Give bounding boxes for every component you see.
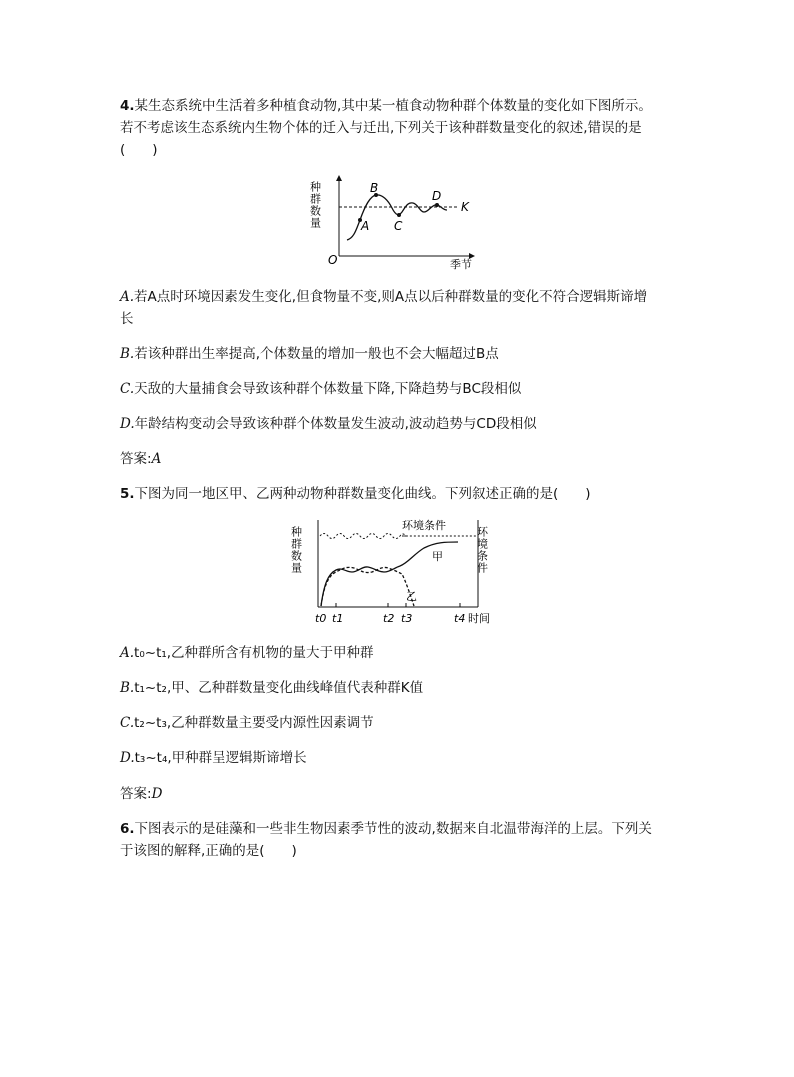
q4-option-c-text: 天敌的大量捕食会导致该种群个体数量下降,下降趋势与BC段相似: [134, 381, 522, 397]
q4-point-b: B: [370, 181, 379, 195]
q5-tick-t4: t4: [454, 612, 466, 625]
q5-tick-t2: t2: [383, 612, 395, 625]
q4-option-b-letter: B.: [120, 346, 135, 362]
q4-stem-text1: 某生态系统中生活着多种植食动物,其中某一植食动物种群个体数量的变化如下图所示。: [134, 98, 652, 114]
q4-origin: O: [328, 253, 338, 267]
q5-option-a-text: t₀~t₁,乙种群所含有机物的量大于甲种群: [134, 645, 374, 661]
q5-stem-text: 下图为同一地区甲、乙两种动物种群数量变化曲线。下列叙述正确的是( ): [134, 486, 591, 502]
q6-number: 6.: [120, 821, 135, 837]
q4-stem-line1: [120, 97, 652, 115]
q5-option-c-letter: C.: [120, 715, 135, 731]
q4-point-a: A: [361, 219, 370, 233]
q4-option-b-text: 若该种群出生率提高,个体数量的增加一般也不会大幅超过B点: [134, 346, 499, 362]
q5-tick-t0: t0: [315, 612, 327, 625]
q5-ylabel-left: 种群数量: [289, 526, 303, 574]
q5-series-jia-label: 甲: [432, 550, 443, 563]
q4-option-a-text: 若A点时环境因素发生变化,但食物量不变,则A点以后种群数量的变化不符合逻辑斯谛增: [134, 289, 648, 305]
q4-option-a-cont: 长: [120, 311, 134, 327]
q5-tick-t1: t1: [332, 612, 344, 625]
q5-answer: [120, 785, 162, 803]
q4-xlabel: 季节: [450, 258, 472, 271]
q5-series-yi-curve: [321, 567, 414, 606]
q5-population-figure: [290, 514, 500, 630]
q5-number: 5.: [120, 486, 135, 502]
q4-option-c: [120, 380, 521, 398]
q5-env-curve: [320, 534, 476, 539]
q5-env-label: 环境条件: [402, 519, 446, 532]
q5-option-a-letter: A.: [120, 645, 135, 661]
q5-series-yi-label: 乙: [406, 590, 417, 603]
q5-option-d-letter: D.: [120, 750, 135, 766]
q5-answer-label: 答案:: [120, 786, 152, 802]
q5-xlabel: 时间: [468, 612, 490, 625]
q4-option-a: [120, 288, 647, 306]
q4-number: 4.: [120, 98, 135, 114]
q5-tick-t3: t3: [401, 612, 413, 625]
q4-option-b: [120, 345, 499, 363]
q4-point-d: D: [432, 189, 442, 203]
q6-stem-line1: [120, 820, 652, 838]
q4-option-d: [120, 415, 537, 433]
q5-option-b: [120, 679, 423, 697]
q5-option-d-text: t₃~t₄,甲种群呈逻辑斯谛增长: [134, 750, 307, 766]
q4-answer-label: 答案:: [120, 451, 152, 467]
q4-point-c: C: [394, 219, 403, 233]
q4-point-c-dot: [397, 213, 401, 217]
q4-blank: ( ): [120, 142, 158, 158]
q5-option-b-letter: B.: [120, 680, 135, 696]
q4-ylabel: 种群数量: [308, 181, 322, 229]
q4-answer: [120, 450, 161, 468]
q4-point-d-dot: [435, 203, 439, 207]
q5-stem: [120, 485, 591, 503]
q5-answer-value: D: [151, 786, 163, 802]
q4-option-d-letter: D.: [120, 416, 135, 432]
q6-stem-line2: 于该图的解释,正确的是( ): [120, 843, 297, 859]
q5-option-b-text: t₁~t₂,甲、乙种群数量变化曲线峰值代表种群K值: [134, 680, 424, 696]
q5-ylabel-right: 环境条件: [475, 526, 489, 574]
q5-option-a: [120, 644, 374, 662]
q4-population-figure: [308, 170, 482, 274]
q4-option-a-letter: A.: [120, 289, 135, 305]
q5-option-c: [120, 714, 374, 732]
q4-option-c-letter: C.: [120, 381, 135, 397]
q4-k-label: K: [461, 200, 469, 214]
q6-stem-text1: 下图表示的是硅藻和一些非生物因素季节性的波动,数据来自北温带海洋的上层。下列关: [134, 821, 652, 837]
q4-answer-value: A: [151, 451, 162, 467]
q5-option-c-text: t₂~t₃,乙种群数量主要受内源性因素调节: [134, 715, 374, 731]
q5-option-d: [120, 749, 307, 767]
q4-option-d-text: 年龄结构变动会导致该种群个体数量发生波动,波动趋势与CD段相似: [134, 416, 537, 432]
q4-stem-line2: 若不考虑该生态系统内生物个体的迁入与迁出,下列关于该种群数量变化的叙述,错误的是: [120, 120, 642, 136]
